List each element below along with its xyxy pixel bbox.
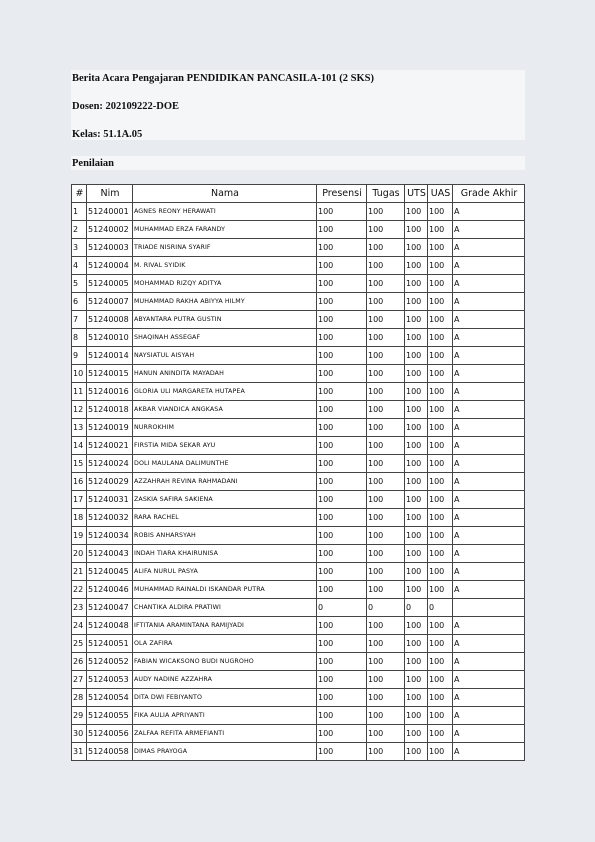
grade-cell: A bbox=[453, 509, 525, 527]
row-number: 29 bbox=[72, 707, 87, 725]
row-number: 1 bbox=[72, 203, 87, 221]
nim-cell: 51240031 bbox=[87, 491, 133, 509]
table-row bbox=[72, 563, 525, 581]
uts-cell: 100 bbox=[405, 275, 428, 293]
header-nama: Nama bbox=[133, 185, 317, 203]
presensi-cell: 100 bbox=[317, 293, 367, 311]
table-row bbox=[72, 437, 525, 455]
row-number: 5 bbox=[72, 275, 87, 293]
presensi-cell: 100 bbox=[317, 257, 367, 275]
tugas-cell: 100 bbox=[367, 581, 405, 599]
uas-cell: 100 bbox=[428, 221, 453, 239]
header-uas: UAS bbox=[428, 185, 453, 203]
table-row bbox=[72, 581, 525, 599]
uts-cell: 100 bbox=[405, 527, 428, 545]
nama-cell: MUHAMMAD RAINALDI ISKANDAR PUTRA bbox=[133, 581, 317, 599]
nim-cell: 51240058 bbox=[87, 743, 133, 761]
row-number: 8 bbox=[72, 329, 87, 347]
grade-cell: A bbox=[453, 365, 525, 383]
row-number: 4 bbox=[72, 257, 87, 275]
tugas-cell: 100 bbox=[367, 617, 405, 635]
nim-cell: 51240034 bbox=[87, 527, 133, 545]
uts-cell: 100 bbox=[405, 689, 428, 707]
header-nim: Nim bbox=[87, 185, 133, 203]
row-number: 11 bbox=[72, 383, 87, 401]
nama-cell: INDAH TIARA KHAIRUNISA bbox=[133, 545, 317, 563]
row-number: 15 bbox=[72, 455, 87, 473]
uas-cell: 100 bbox=[428, 239, 453, 257]
nama-cell: HANUN ANINDITA MAYADAH bbox=[133, 365, 317, 383]
presensi-cell: 100 bbox=[317, 725, 367, 743]
nim-cell: 51240015 bbox=[87, 365, 133, 383]
uas-cell: 100 bbox=[428, 653, 453, 671]
row-number: 27 bbox=[72, 671, 87, 689]
tugas-cell: 100 bbox=[367, 653, 405, 671]
table-row bbox=[72, 221, 525, 239]
table-row bbox=[72, 455, 525, 473]
table-row bbox=[72, 401, 525, 419]
nama-cell: AKBAR VIANDICA ANGKASA bbox=[133, 401, 317, 419]
nim-cell: 51240029 bbox=[87, 473, 133, 491]
table-row bbox=[72, 293, 525, 311]
nama-cell: NAYSIATUL AISYAH bbox=[133, 347, 317, 365]
row-number: 14 bbox=[72, 437, 87, 455]
presensi-cell: 100 bbox=[317, 437, 367, 455]
row-number: 6 bbox=[72, 293, 87, 311]
grade-cell: A bbox=[453, 401, 525, 419]
table-row bbox=[72, 635, 525, 653]
grade-cell: A bbox=[453, 347, 525, 365]
nama-cell: MOHAMMAD RIZQY ADITYA bbox=[133, 275, 317, 293]
presensi-cell: 100 bbox=[317, 401, 367, 419]
nama-cell: ALIFA NURUL PASYA bbox=[133, 563, 317, 581]
grade-cell: A bbox=[453, 419, 525, 437]
presensi-cell: 100 bbox=[317, 491, 367, 509]
uas-cell: 100 bbox=[428, 617, 453, 635]
presensi-cell: 100 bbox=[317, 563, 367, 581]
uas-cell: 100 bbox=[428, 203, 453, 221]
tugas-cell: 100 bbox=[367, 725, 405, 743]
uts-cell: 100 bbox=[405, 545, 428, 563]
nim-cell: 51240051 bbox=[87, 635, 133, 653]
presensi-cell: 100 bbox=[317, 383, 367, 401]
nama-cell: DIMAS PRAYOGA bbox=[133, 743, 317, 761]
table-row bbox=[72, 527, 525, 545]
nim-cell: 51240045 bbox=[87, 563, 133, 581]
tugas-cell: 100 bbox=[367, 239, 405, 257]
nama-cell: MUHAMMAD ERZA FARANDY bbox=[133, 221, 317, 239]
tugas-cell: 100 bbox=[367, 329, 405, 347]
uts-cell: 100 bbox=[405, 383, 428, 401]
nim-cell: 51240021 bbox=[87, 437, 133, 455]
row-number: 21 bbox=[72, 563, 87, 581]
row-number: 12 bbox=[72, 401, 87, 419]
nama-cell: DITA DWI FEBIYANTO bbox=[133, 689, 317, 707]
nim-cell: 51240054 bbox=[87, 689, 133, 707]
nim-cell: 51240005 bbox=[87, 275, 133, 293]
tugas-cell: 100 bbox=[367, 203, 405, 221]
nama-cell: RARA RACHEL bbox=[133, 509, 317, 527]
header-grade: Grade Akhir bbox=[453, 185, 525, 203]
table-row bbox=[72, 653, 525, 671]
presensi-cell: 100 bbox=[317, 347, 367, 365]
nim-cell: 51240032 bbox=[87, 509, 133, 527]
uts-cell: 100 bbox=[405, 221, 428, 239]
uts-cell: 100 bbox=[405, 365, 428, 383]
nama-cell: MUHAMMAD RAKHA ABIYYA HILMY bbox=[133, 293, 317, 311]
tugas-cell: 100 bbox=[367, 383, 405, 401]
uts-cell: 100 bbox=[405, 653, 428, 671]
tugas-cell: 100 bbox=[367, 293, 405, 311]
uas-cell: 100 bbox=[428, 491, 453, 509]
presensi-cell: 100 bbox=[317, 311, 367, 329]
uas-cell: 100 bbox=[428, 437, 453, 455]
tugas-cell: 100 bbox=[367, 491, 405, 509]
uts-cell: 100 bbox=[405, 401, 428, 419]
nim-cell: 51240043 bbox=[87, 545, 133, 563]
tugas-cell: 100 bbox=[367, 455, 405, 473]
presensi-cell: 100 bbox=[317, 707, 367, 725]
table-row bbox=[72, 689, 525, 707]
uas-cell: 100 bbox=[428, 725, 453, 743]
grade-cell: A bbox=[453, 329, 525, 347]
nama-cell: OLA ZAFIRA bbox=[133, 635, 317, 653]
table-row bbox=[72, 671, 525, 689]
row-number: 19 bbox=[72, 527, 87, 545]
row-number: 28 bbox=[72, 689, 87, 707]
nama-cell: AUDY NADINE AZZAHRA bbox=[133, 671, 317, 689]
row-number: 9 bbox=[72, 347, 87, 365]
tugas-cell: 100 bbox=[367, 311, 405, 329]
grade-cell: A bbox=[453, 293, 525, 311]
uas-cell: 100 bbox=[428, 383, 453, 401]
nim-cell: 51240052 bbox=[87, 653, 133, 671]
presensi-cell: 100 bbox=[317, 419, 367, 437]
row-number: 31 bbox=[72, 743, 87, 761]
table-row bbox=[72, 239, 525, 257]
presensi-cell: 100 bbox=[317, 239, 367, 257]
nim-cell: 51240053 bbox=[87, 671, 133, 689]
uts-cell: 100 bbox=[405, 311, 428, 329]
tugas-cell: 100 bbox=[367, 671, 405, 689]
uts-cell: 100 bbox=[405, 329, 428, 347]
uas-cell: 100 bbox=[428, 311, 453, 329]
grade-cell: A bbox=[453, 527, 525, 545]
table-row bbox=[72, 545, 525, 563]
uts-cell: 100 bbox=[405, 671, 428, 689]
tugas-cell: 100 bbox=[367, 257, 405, 275]
uas-cell: 100 bbox=[428, 347, 453, 365]
nim-cell: 51240018 bbox=[87, 401, 133, 419]
uts-cell: 100 bbox=[405, 581, 428, 599]
grade-cell: A bbox=[453, 383, 525, 401]
uas-cell: 100 bbox=[428, 293, 453, 311]
uts-cell: 100 bbox=[405, 509, 428, 527]
grade-cell bbox=[453, 599, 525, 617]
tugas-cell: 100 bbox=[367, 545, 405, 563]
tugas-cell: 100 bbox=[367, 275, 405, 293]
uas-cell: 100 bbox=[428, 257, 453, 275]
presensi-cell: 100 bbox=[317, 221, 367, 239]
table-row bbox=[72, 473, 525, 491]
table-row bbox=[72, 725, 525, 743]
presensi-cell: 100 bbox=[317, 473, 367, 491]
uts-cell: 100 bbox=[405, 257, 428, 275]
tugas-cell: 0 bbox=[367, 599, 405, 617]
uts-cell: 100 bbox=[405, 743, 428, 761]
grade-cell: A bbox=[453, 617, 525, 635]
grade-cell: A bbox=[453, 203, 525, 221]
uts-cell: 100 bbox=[405, 707, 428, 725]
uts-cell: 0 bbox=[405, 599, 428, 617]
table-row bbox=[72, 257, 525, 275]
uts-cell: 100 bbox=[405, 419, 428, 437]
uts-cell: 100 bbox=[405, 203, 428, 221]
nama-cell: AGNES REONY HERAWATI bbox=[133, 203, 317, 221]
nama-cell: FIKA AULIA APRIYANTI bbox=[133, 707, 317, 725]
row-number: 13 bbox=[72, 419, 87, 437]
uts-cell: 100 bbox=[405, 347, 428, 365]
nim-cell: 51240007 bbox=[87, 293, 133, 311]
nim-cell: 51240002 bbox=[87, 221, 133, 239]
header-no: # bbox=[72, 185, 87, 203]
uts-cell: 100 bbox=[405, 455, 428, 473]
tugas-cell: 100 bbox=[367, 437, 405, 455]
tugas-cell: 100 bbox=[367, 527, 405, 545]
presensi-cell: 100 bbox=[317, 455, 367, 473]
row-number: 22 bbox=[72, 581, 87, 599]
uas-cell: 100 bbox=[428, 329, 453, 347]
nama-cell: AZZAHRAH REVINA RAHMADANI bbox=[133, 473, 317, 491]
uas-cell: 100 bbox=[428, 689, 453, 707]
presensi-cell: 0 bbox=[317, 599, 367, 617]
nim-cell: 51240014 bbox=[87, 347, 133, 365]
nim-cell: 51240019 bbox=[87, 419, 133, 437]
uts-cell: 100 bbox=[405, 563, 428, 581]
tugas-cell: 100 bbox=[367, 401, 405, 419]
presensi-cell: 100 bbox=[317, 581, 367, 599]
table-row bbox=[72, 311, 525, 329]
row-number: 16 bbox=[72, 473, 87, 491]
uas-cell: 100 bbox=[428, 527, 453, 545]
grade-cell: A bbox=[453, 257, 525, 275]
uts-cell: 100 bbox=[405, 491, 428, 509]
table-header-row bbox=[72, 185, 525, 203]
nim-cell: 51240048 bbox=[87, 617, 133, 635]
presensi-cell: 100 bbox=[317, 203, 367, 221]
uas-cell: 100 bbox=[428, 455, 453, 473]
uas-cell: 100 bbox=[428, 365, 453, 383]
nama-cell: ZASKIA SAFIRA SAKIENA bbox=[133, 491, 317, 509]
presensi-cell: 100 bbox=[317, 527, 367, 545]
uts-cell: 100 bbox=[405, 437, 428, 455]
table-row bbox=[72, 491, 525, 509]
table-row bbox=[72, 743, 525, 761]
table-row bbox=[72, 347, 525, 365]
table-row bbox=[72, 419, 525, 437]
uts-cell: 100 bbox=[405, 473, 428, 491]
uts-cell: 100 bbox=[405, 725, 428, 743]
uas-cell: 100 bbox=[428, 635, 453, 653]
tugas-cell: 100 bbox=[367, 509, 405, 527]
grade-cell: A bbox=[453, 311, 525, 329]
tugas-cell: 100 bbox=[367, 563, 405, 581]
presensi-cell: 100 bbox=[317, 653, 367, 671]
uts-cell: 100 bbox=[405, 293, 428, 311]
uas-cell: 100 bbox=[428, 401, 453, 419]
document-title: Berita Acara Pengajaran PENDIDIKAN PANCASILA-101 (2 SKS) bbox=[72, 73, 374, 84]
uts-cell: 100 bbox=[405, 617, 428, 635]
tugas-cell: 100 bbox=[367, 473, 405, 491]
grade-cell: A bbox=[453, 275, 525, 293]
uas-cell: 100 bbox=[428, 563, 453, 581]
nim-cell: 51240010 bbox=[87, 329, 133, 347]
nim-cell: 51240004 bbox=[87, 257, 133, 275]
row-number: 30 bbox=[72, 725, 87, 743]
presensi-cell: 100 bbox=[317, 329, 367, 347]
section-title: Penilaian bbox=[72, 158, 115, 169]
row-number: 3 bbox=[72, 239, 87, 257]
grade-cell: A bbox=[453, 689, 525, 707]
tugas-cell: 100 bbox=[367, 419, 405, 437]
table-row bbox=[72, 383, 525, 401]
tugas-cell: 100 bbox=[367, 221, 405, 239]
table-row bbox=[72, 365, 525, 383]
table-row bbox=[72, 203, 525, 221]
tugas-cell: 100 bbox=[367, 707, 405, 725]
grades-table-body bbox=[72, 203, 525, 761]
table-row bbox=[72, 599, 525, 617]
uts-cell: 100 bbox=[405, 635, 428, 653]
presensi-cell: 100 bbox=[317, 635, 367, 653]
nama-cell: SHAQINAH ASSEGAF bbox=[133, 329, 317, 347]
uas-cell: 100 bbox=[428, 743, 453, 761]
grade-cell: A bbox=[453, 545, 525, 563]
nama-cell: GLORIA ULI MARGARETA HUTAPEA bbox=[133, 383, 317, 401]
nama-cell: CHANTIKA ALDIRA PRATIWI bbox=[133, 599, 317, 617]
presensi-cell: 100 bbox=[317, 689, 367, 707]
nama-cell: ZALFAA REFITA ARMEFIANTI bbox=[133, 725, 317, 743]
nim-cell: 51240016 bbox=[87, 383, 133, 401]
table-row bbox=[72, 329, 525, 347]
grade-cell: A bbox=[453, 653, 525, 671]
nim-cell: 51240047 bbox=[87, 599, 133, 617]
row-number: 26 bbox=[72, 653, 87, 671]
grade-cell: A bbox=[453, 491, 525, 509]
row-number: 18 bbox=[72, 509, 87, 527]
table-row bbox=[72, 707, 525, 725]
grade-cell: A bbox=[453, 581, 525, 599]
row-number: 2 bbox=[72, 221, 87, 239]
nama-cell: ROBIS ANHARSYAH bbox=[133, 527, 317, 545]
table-row bbox=[72, 275, 525, 293]
grade-cell: A bbox=[453, 707, 525, 725]
row-number: 23 bbox=[72, 599, 87, 617]
uas-cell: 100 bbox=[428, 419, 453, 437]
grade-cell: A bbox=[453, 437, 525, 455]
dosen-label: Dosen: 202109222-DOE bbox=[72, 101, 180, 112]
grades-table bbox=[71, 184, 525, 761]
grade-cell: A bbox=[453, 473, 525, 491]
uas-cell: 100 bbox=[428, 473, 453, 491]
nim-cell: 51240056 bbox=[87, 725, 133, 743]
uts-cell: 100 bbox=[405, 239, 428, 257]
nama-cell: ABYANTARA PUTRA GUSTIN bbox=[133, 311, 317, 329]
header-presensi: Presensi bbox=[317, 185, 367, 203]
row-number: 7 bbox=[72, 311, 87, 329]
row-number: 20 bbox=[72, 545, 87, 563]
row-number: 10 bbox=[72, 365, 87, 383]
presensi-cell: 100 bbox=[317, 617, 367, 635]
uas-cell: 100 bbox=[428, 275, 453, 293]
header-uts: UTS bbox=[405, 185, 428, 203]
nim-cell: 51240008 bbox=[87, 311, 133, 329]
header-tugas: Tugas bbox=[367, 185, 405, 203]
uas-cell: 100 bbox=[428, 581, 453, 599]
uas-cell: 100 bbox=[428, 707, 453, 725]
grade-cell: A bbox=[453, 671, 525, 689]
nim-cell: 51240024 bbox=[87, 455, 133, 473]
table-row bbox=[72, 509, 525, 527]
row-number: 24 bbox=[72, 617, 87, 635]
nim-cell: 51240001 bbox=[87, 203, 133, 221]
nama-cell: NURROKHIM bbox=[133, 419, 317, 437]
presensi-cell: 100 bbox=[317, 671, 367, 689]
grade-cell: A bbox=[453, 725, 525, 743]
grade-cell: A bbox=[453, 563, 525, 581]
section-band bbox=[71, 156, 525, 170]
grade-cell: A bbox=[453, 455, 525, 473]
nim-cell: 51240003 bbox=[87, 239, 133, 257]
uas-cell: 100 bbox=[428, 545, 453, 563]
presensi-cell: 100 bbox=[317, 275, 367, 293]
presensi-cell: 100 bbox=[317, 545, 367, 563]
presensi-cell: 100 bbox=[317, 743, 367, 761]
uas-cell: 100 bbox=[428, 509, 453, 527]
kelas-label: Kelas: 51.1A.05 bbox=[72, 129, 143, 140]
nama-cell: DOLI MAULANA DALIMUNTHE bbox=[133, 455, 317, 473]
tugas-cell: 100 bbox=[367, 743, 405, 761]
tugas-cell: 100 bbox=[367, 689, 405, 707]
nama-cell: FABIAN WICAKSONO BUDI NUGROHO bbox=[133, 653, 317, 671]
grade-cell: A bbox=[453, 239, 525, 257]
presensi-cell: 100 bbox=[317, 365, 367, 383]
nama-cell: TRIADE NISRINA SYARIF bbox=[133, 239, 317, 257]
presensi-cell: 100 bbox=[317, 509, 367, 527]
grade-cell: A bbox=[453, 743, 525, 761]
tugas-cell: 100 bbox=[367, 365, 405, 383]
row-number: 17 bbox=[72, 491, 87, 509]
tugas-cell: 100 bbox=[367, 635, 405, 653]
nim-cell: 51240055 bbox=[87, 707, 133, 725]
nim-cell: 51240046 bbox=[87, 581, 133, 599]
grade-cell: A bbox=[453, 221, 525, 239]
uas-cell: 0 bbox=[428, 599, 453, 617]
table-row bbox=[72, 617, 525, 635]
nama-cell: FIRSTIA MIDA SEKAR AYU bbox=[133, 437, 317, 455]
tugas-cell: 100 bbox=[367, 347, 405, 365]
grade-cell: A bbox=[453, 635, 525, 653]
row-number: 25 bbox=[72, 635, 87, 653]
nama-cell: IFTITANIA ARAMINTANA RAMIJYADI bbox=[133, 617, 317, 635]
nama-cell: M. RIVAL SYIDIK bbox=[133, 257, 317, 275]
uas-cell: 100 bbox=[428, 671, 453, 689]
